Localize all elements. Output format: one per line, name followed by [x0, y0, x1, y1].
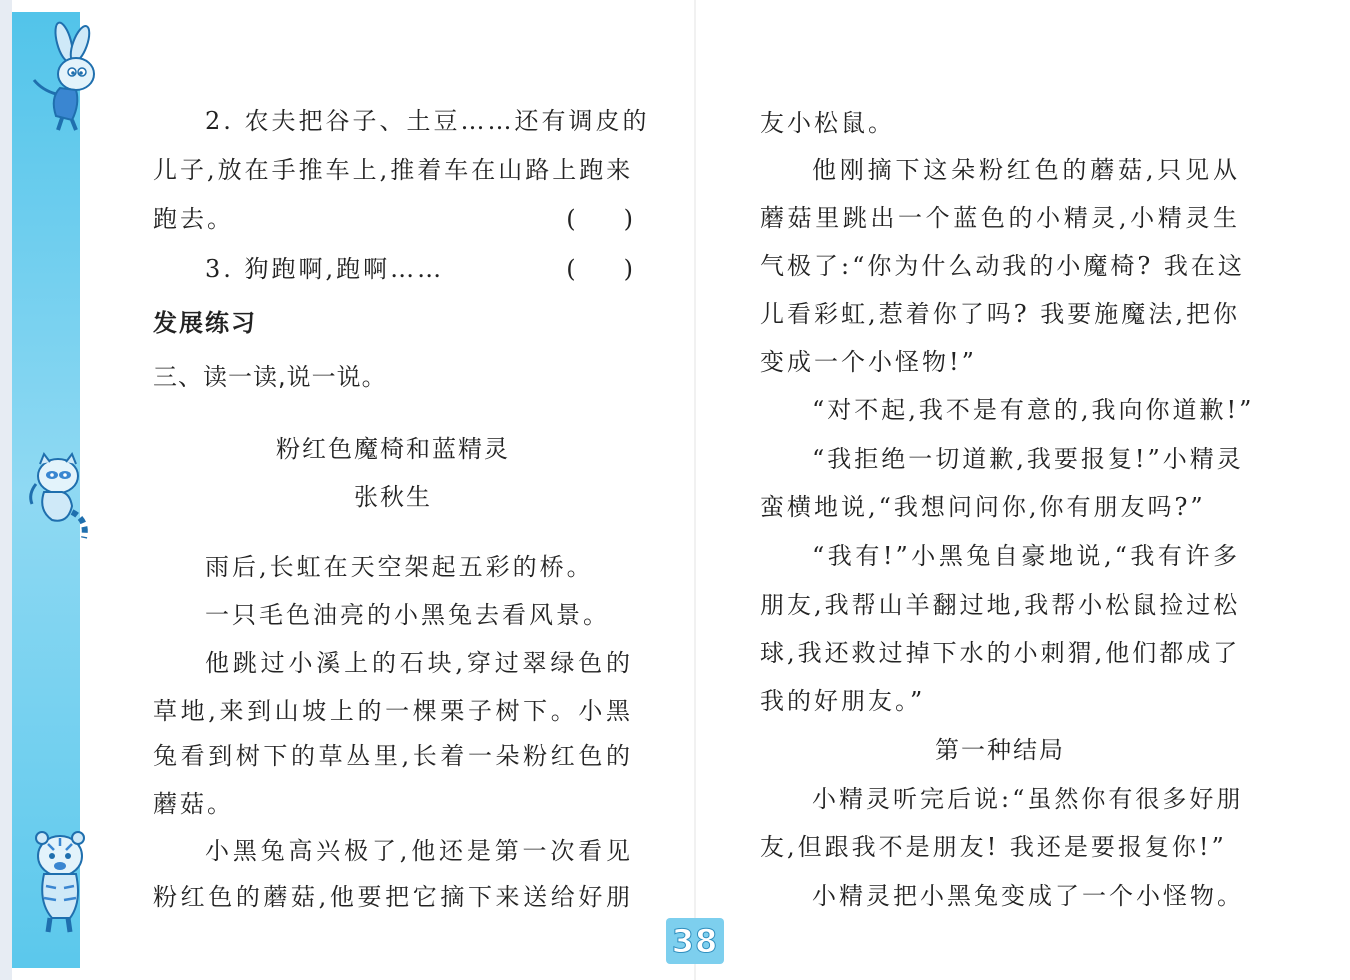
paragraph-line: 友小松鼠。	[760, 109, 895, 137]
paragraph-line: 友,但跟我不是朋友! 我还是要报复你!”	[760, 833, 1227, 861]
paragraph-line: 一只毛色油亮的小黑兔去看风景。	[205, 601, 610, 629]
tiger-icon	[22, 822, 98, 938]
paragraph-line: 我的好朋友。”	[760, 687, 926, 715]
paragraph-line: 朋友,我帮山羊翻过地,我帮小松鼠捡过松	[760, 591, 1241, 619]
paragraph-line: 他跳过小溪上的石块,穿过翠绿色的	[205, 649, 633, 677]
paragraph-line: 雨后,长虹在天空架起五彩的桥。	[205, 553, 594, 581]
question-2-line-1: 2. 农夫把谷子、土豆……还有调皮的	[205, 107, 650, 135]
exercise-instruction: 三、读一读,说一说。	[153, 363, 387, 391]
answer-blank[interactable]: ( )	[566, 205, 633, 233]
paragraph-line: 小黑兔高兴极了,他还是第一次看见	[205, 837, 633, 865]
paragraph-line: 兔看到树下的草丛里,长着一朵粉红色的	[153, 742, 633, 770]
paragraph-line: 草地,来到山坡上的一棵栗子树下。小黑	[153, 697, 633, 725]
paragraph-line: 球,我还救过掉下水的小刺猬,他们都成了	[760, 639, 1241, 667]
paragraph-line: 蘑菇里跳出一个蓝色的小精灵,小精灵生	[760, 204, 1240, 232]
paragraph-line: 蘑菇。	[153, 790, 234, 818]
paragraph-line: “对不起,我不是有意的,我向你道歉!”	[812, 396, 1255, 424]
section-heading: 发展练习	[153, 309, 257, 337]
paragraph-line: 小精灵把小黑兔变成了一个小怪物。	[812, 882, 1244, 910]
paragraph-line: 小精灵听完后说:“虽然你有很多好朋	[812, 785, 1244, 813]
paragraph-line: 儿看彩虹,惹着你了吗? 我要施魔法,把你	[760, 300, 1240, 328]
question-3	[153, 254, 633, 284]
paragraph-line: 气极了:“你为什么动我的小魔椅? 我在这	[760, 252, 1245, 280]
paragraph-line: 蛮横地说,“我想问问你,你有朋友吗?”	[760, 493, 1206, 521]
raccoon-icon	[22, 448, 96, 544]
ending-title: 第一种结局	[935, 736, 1065, 764]
paragraph-line: 粉红色的蘑菇,他要把它摘下来送给好朋	[153, 883, 633, 911]
paragraph-line: 他刚摘下这朵粉红色的蘑菇,只见从	[812, 156, 1240, 184]
question-2-text-end: 跑去。	[153, 205, 234, 233]
rabbit-icon	[20, 20, 102, 132]
page-number: 38	[666, 918, 724, 964]
story-author: 张秋生	[354, 483, 432, 511]
paragraph-line: “我有!”小黑兔自豪地说,“我有许多	[812, 542, 1240, 570]
story-title: 粉红色魔椅和蓝精灵	[276, 435, 510, 463]
question-2-line-3	[153, 204, 633, 234]
answer-blank[interactable]: ( )	[566, 255, 633, 283]
paragraph-line: “我拒绝一切道歉,我要报复!”小精灵	[812, 445, 1244, 473]
page-edge	[0, 0, 12, 980]
question-2-line-2: 儿子,放在手推车上,推着车在山路上跑来	[153, 156, 634, 184]
page-gutter	[694, 0, 696, 980]
question-3-text: 3. 狗跑啊,跑啊……	[205, 255, 445, 283]
paragraph-line: 变成一个小怪物!”	[760, 348, 977, 376]
